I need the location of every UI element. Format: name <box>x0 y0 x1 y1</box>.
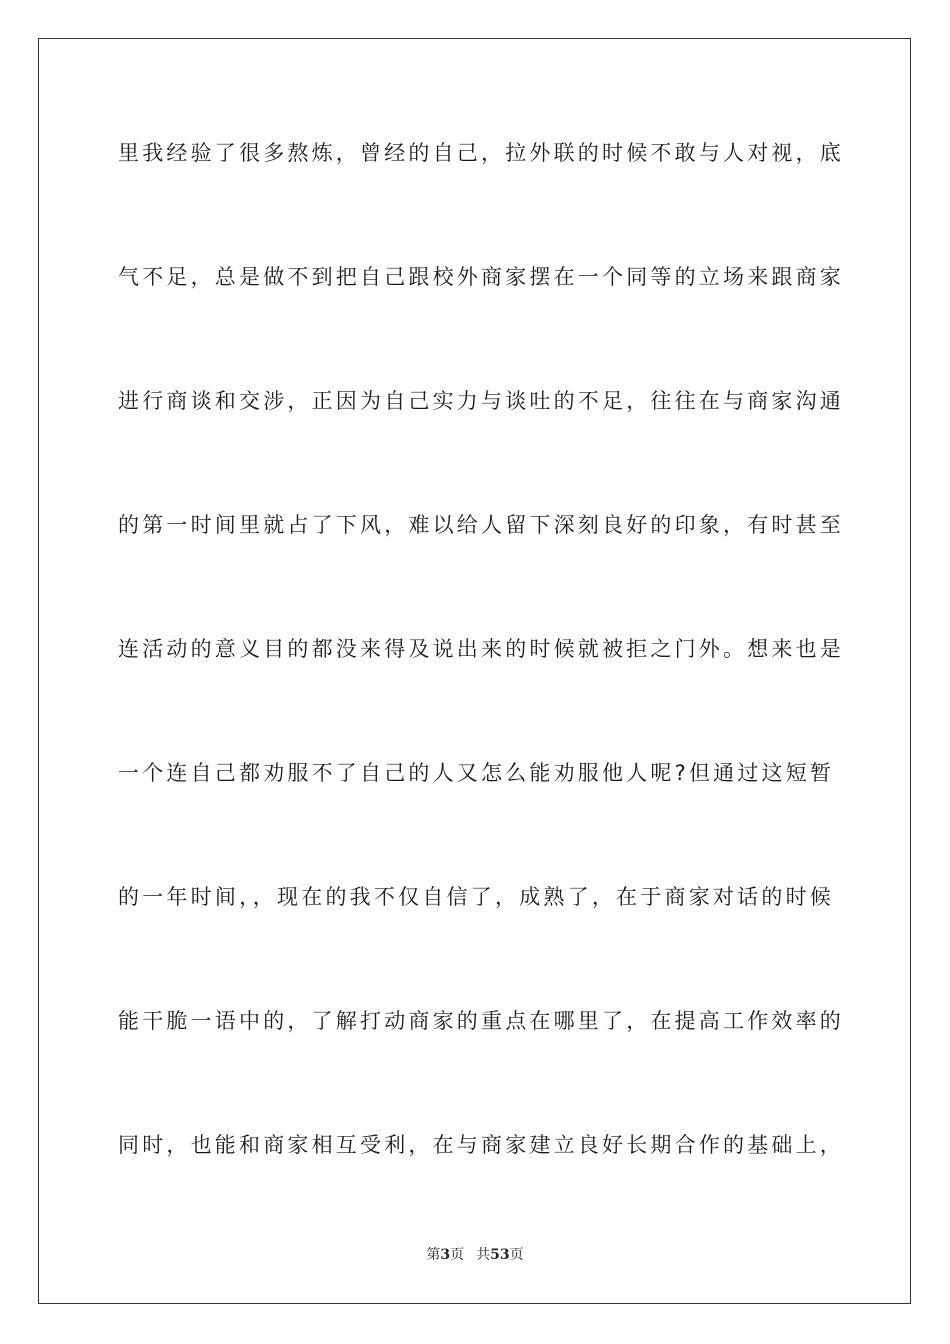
total-pages: 53 <box>490 1247 510 1263</box>
total-prefix: 共 <box>476 1247 491 1263</box>
text-line: 的一年时间，，现在的我不仅自信了，成熟了，在于商家对话的时候 <box>118 885 834 909</box>
text-line: 同时，也能和商家相互受利，在与商家建立良好长期合作的基础上， <box>118 1133 844 1157</box>
text-line: 里我经验了很多熬炼，曾经的自己，拉外联的时候不敢与人对视，底 <box>118 141 844 165</box>
text-line: 气不足，总是做不到把自己跟校外商家摆在一个同等的立场来跟商家 <box>118 265 844 289</box>
document-body <box>118 122 844 1238</box>
text-line: 连活动的意义目的都没来得及说出来的时候就被拒之门外。想来也是 <box>118 637 844 661</box>
text-line: 进行商谈和交涉，正因为自己实力与谈吐的不足，往往在与商家沟通 <box>118 389 844 413</box>
page-prefix: 第 <box>426 1247 441 1263</box>
total-suffix: 页 <box>509 1247 524 1263</box>
text-line: 能干脆一语中的，了解打动商家的重点在哪里了，在提高工作效率的 <box>118 1009 844 1033</box>
text-line: 的第一时间里就占了下风，难以给人留下深刻良好的印象，有时甚至 <box>118 513 844 537</box>
page-suffix: 页 <box>450 1247 465 1263</box>
page-footer <box>0 1244 950 1264</box>
page-number: 3 <box>440 1247 451 1263</box>
text-line: 一个连自己都劝服不了自己的人又怎么能劝服他人呢?但通过这短暂 <box>118 761 835 785</box>
